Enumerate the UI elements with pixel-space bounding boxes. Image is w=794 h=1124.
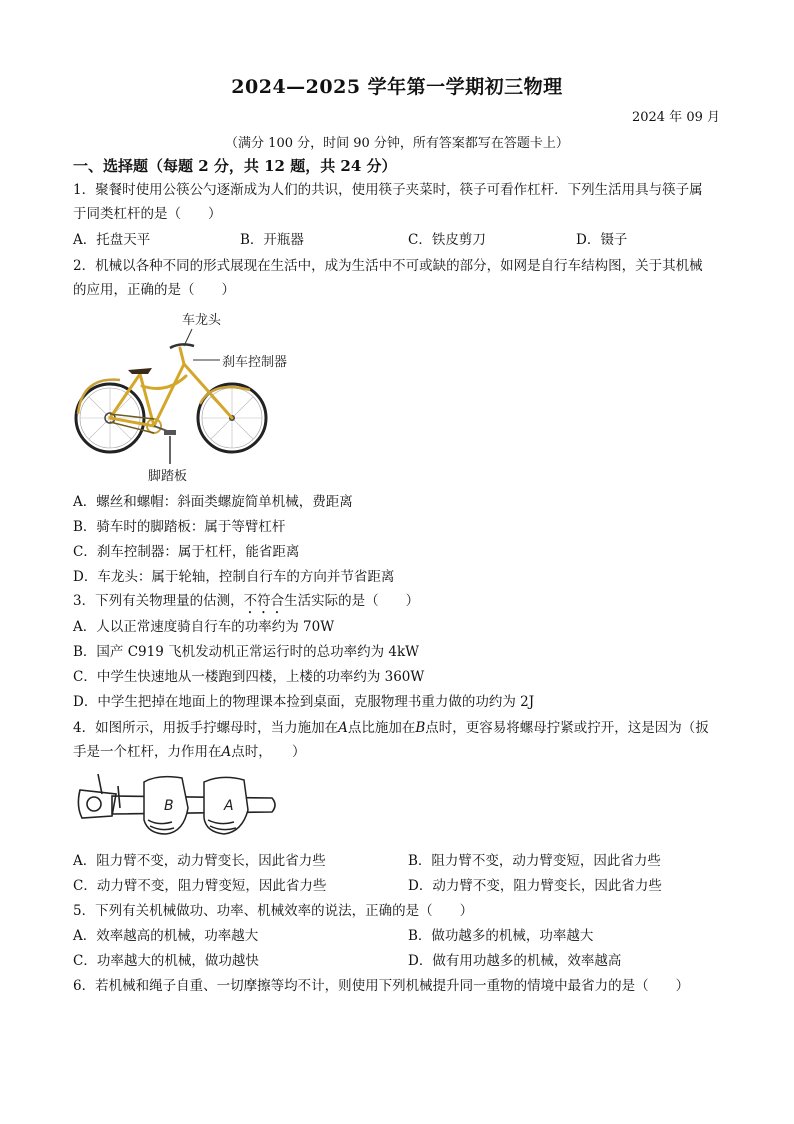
wrench-figure	[72, 768, 282, 846]
q4-stem-line1	[73, 718, 724, 738]
q2-option-c[interactable]: C．刹车控制器：属于杠杆，能省距离	[73, 544, 300, 560]
q5-options-row2	[73, 951, 724, 971]
q4-options-row1	[73, 851, 724, 871]
q2-stem-line2: 的应用，正确的是（ ）	[73, 282, 235, 298]
q5-option-b[interactable]: B．做功越多的机械，功率越大	[408, 928, 594, 944]
q4-l1-point-b: B	[415, 720, 426, 736]
exam-date: 2024 年 09 月	[631, 110, 720, 125]
q4-option-c[interactable]: C．动力臂不变，阻力臂变短，因此省力些	[73, 878, 327, 894]
q5-option-d[interactable]: D．做有用功越多的机械，效率越高	[408, 953, 622, 969]
q2-stem-line1: 2．机械以各种不同的形式展现在生活中，成为生活中不可或缺的部分，如网是自行车结构图，关于其机械	[73, 258, 703, 274]
wrench-handle	[112, 796, 275, 814]
bicycle-figure	[72, 304, 332, 488]
q1-option-c[interactable]: C．铁皮剪刀	[408, 232, 486, 248]
q4-stem-line2	[73, 742, 724, 762]
q5-options-row1	[73, 926, 724, 946]
q4-l1-part3: 点时，更容易将螺母拧紧或拧开，这是因为（扳	[425, 720, 709, 736]
q1-stem-line1: 1．聚餐时使用公筷公勺逐渐成为人们的共识，使用筷子夹菜时，筷子可看作杠杆．下列生活用具与筷子属	[73, 182, 703, 198]
q4-l2-point-a: A	[221, 744, 232, 760]
q1-stem-line2: 于同类杠杆的是（ ）	[73, 206, 222, 222]
q1-options	[73, 230, 724, 250]
q4-l1-part2: 点比施加在	[347, 720, 416, 736]
q3-option-b[interactable]: B．国产 C919 飞机发动机正常运行时的总功率约为 4kW	[73, 644, 420, 660]
q3-option-a[interactable]: A．人以正常速度骑自行车的功率约为 70W	[73, 619, 335, 635]
q4-l2-part1: 手是一个杠杆，力作用在	[73, 744, 222, 760]
q4-options-row2	[73, 876, 724, 896]
q4-option-a[interactable]: A．阻力臂不变，动力臂变长，因此省力些	[73, 853, 326, 869]
q5-option-c[interactable]: C．功率越大的机械，做功越快	[73, 953, 259, 969]
q3-stem-before: 3．下列有关物理量的估测，	[73, 593, 244, 609]
q3-option-c[interactable]: C．中学生快速地从一楼跑到四楼，上楼的功率约为 360W	[73, 669, 425, 685]
q4-option-b[interactable]: B．阻力臂不变，动力臂变短，因此省力些	[408, 853, 661, 869]
label-point-a: A	[224, 798, 234, 814]
label-pedal: 脚踏板	[148, 469, 188, 484]
q4-l1-point-a: A	[338, 720, 348, 736]
q2-option-b[interactable]: B．骑车时的脚踏板：属于等臂杠杆	[73, 519, 286, 535]
label-brake: 刹车控制器	[222, 355, 288, 370]
q1-option-a[interactable]: A．托盘天平	[73, 232, 151, 248]
q1-option-d[interactable]: D．镊子	[576, 232, 628, 248]
label-point-b: B	[164, 798, 174, 814]
q3-stem-emphasis: 不符合	[243, 593, 285, 609]
label-handlebar: 车龙头	[182, 313, 222, 328]
q3-option-d[interactable]: D．中学生把掉在地面上的物理课本捡到桌面，克服物理书重力做的功约为 2J	[73, 694, 535, 710]
q3-stem-after: 生活实际的是（ ）	[284, 593, 420, 609]
q3-stem	[73, 591, 724, 617]
q2-option-d[interactable]: D．车龙头：属于轮轴，控制自行车的方向并节省距离	[73, 569, 395, 585]
q2-option-a[interactable]: A．螺丝和螺帽：斜面类螺旋简单机械，费距离	[73, 494, 353, 510]
seat	[128, 368, 152, 374]
q4-option-d[interactable]: D．动力臂不变，阻力臂变长，因此省力些	[408, 878, 662, 894]
q4-l2-part2: 点时， ）	[231, 744, 306, 760]
handlebar	[170, 344, 194, 348]
section-heading: 一、选择题（每题 2 分，共 12 题，共 24 分）	[73, 157, 397, 175]
q1-option-b[interactable]: B．开瓶器	[240, 232, 304, 248]
q5-stem: 5．下列有关机械做功、功率、机械效率的说法，正确的是（ ）	[73, 903, 474, 919]
exam-title: 2024—2025 学年第一学期初三物理	[231, 76, 563, 98]
exam-note: （满分 100 分，时间 90 分钟，所有答案都写在答题卡上）	[225, 136, 569, 151]
crank-arm	[154, 426, 170, 432]
q5-option-a[interactable]: A．效率越高的机械，功率越大	[73, 928, 259, 944]
q6-stem: 6．若机械和绳子自重、一切摩擦等均不计，则使用下列机械提升同一重物的情境中最省力的是（ ）	[73, 978, 690, 994]
q4-l1-part1: 4．如图所示，用扳手拧螺母时，当力施加在	[73, 720, 339, 736]
